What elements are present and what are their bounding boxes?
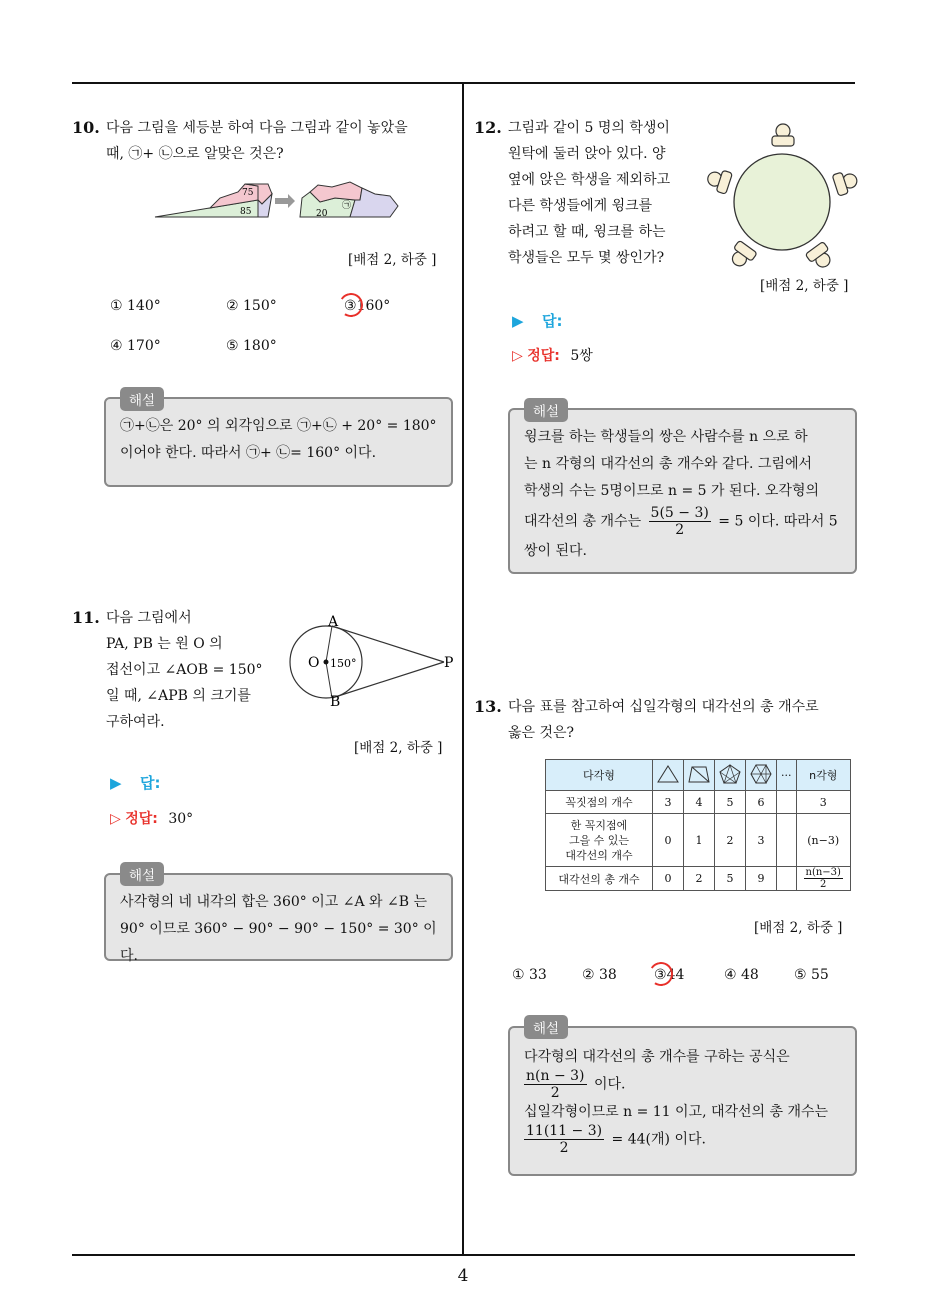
q12-exp-fraction: $\frac{5(5 - 3)}{2}$	[650, 505, 709, 538]
q11-correct-row	[110, 808, 193, 828]
q13-cell: 2	[684, 867, 715, 891]
q13-cell: 4	[684, 791, 715, 814]
q12-line5: 하려고 할 때, 윙크를 하는	[508, 224, 666, 240]
q13-cell: 5	[715, 867, 746, 891]
column-divider	[462, 84, 464, 1256]
q12-meta: [배점 2, 하중 ]	[760, 278, 849, 294]
q12-correct-label: 정답:	[527, 348, 560, 364]
q13-cell-formula: $\frac{n(n-3)}{2}$	[796, 867, 850, 891]
q13-cell: 2	[715, 814, 746, 867]
play-icon: ▶	[512, 312, 524, 330]
q13-choice-2[interactable]: ② 38	[582, 967, 617, 983]
bottom-rule	[72, 1254, 855, 1256]
q13-exp-line3: 십일각형이므로 n = 11 이고, 대각선의 총 개수는	[524, 1104, 829, 1120]
q10-label-75: 75	[242, 188, 254, 198]
q13-cell: 9	[746, 867, 777, 891]
q10-number: 10.	[72, 118, 100, 137]
q11-number: 11.	[72, 608, 100, 627]
q10-choice-3[interactable]: ③160°	[344, 298, 390, 314]
q13-exp-line1: 다각형의 대각선의 총 개수를 구하는 공식은	[524, 1049, 790, 1065]
quadrilateral-icon	[684, 760, 715, 791]
q13-cell: 3	[653, 791, 684, 814]
q11-line4: 일 때, ∠APB 의 크기를	[106, 688, 251, 704]
q13-text	[508, 694, 819, 746]
q10-choice-1[interactable]: ① 140°	[110, 298, 161, 314]
q13-choice-1[interactable]: ① 33	[512, 967, 547, 983]
q13-choice-4[interactable]: ④ 48	[724, 967, 759, 983]
q10-line1: 다음 그림을 세등분 하여 다음 그림과 같이 놓았을	[106, 120, 408, 136]
q13-exp-line2: $\frac{n(n - 3)}{2}$ 이다.	[526, 1068, 626, 1101]
q11-correct-value: 30°	[168, 811, 194, 827]
q10-explanation-tag: 해설	[120, 387, 164, 411]
q13-table	[545, 759, 851, 891]
q13-number: 13.	[474, 697, 502, 716]
correct-mark-icon	[647, 960, 675, 988]
q13-row3-label: 대각선의 총 개수	[546, 867, 653, 891]
q12-round-table-figure	[700, 120, 866, 275]
q12-line2: 원탁에 둘러 앉아 있다. 양	[508, 146, 666, 162]
play-icon: ▶	[110, 774, 122, 792]
q10-exp-line1: ㉠+㉡은 20° 의 외각임으로 ㉠+㉡ + 20° = 180°	[120, 418, 437, 434]
q10-choice-5[interactable]: ⑤ 180°	[226, 338, 277, 354]
q11-exp-line1: 사각형의 네 내각의 합은 360° 이고 ∠A 와 ∠B 는	[120, 894, 427, 910]
q13-row2-label: 한 꼭지점에 그을 수 있는 대각선의 개수	[546, 814, 653, 867]
q10-choice-4[interactable]: ④ 170°	[110, 338, 161, 354]
q12-exp-line1: 윙크를 하는 학생들의 쌍은 사람수를 n 으로 하	[524, 429, 808, 445]
q12-text	[508, 115, 670, 271]
q10-meta: [배점 2, 하중 ]	[348, 252, 437, 268]
q13-explanation-box	[508, 1026, 857, 1176]
q13-cell: 3	[796, 791, 850, 814]
q11-line2: PA, PB 는 원 O 의	[106, 636, 223, 652]
q11-label-O: O	[308, 655, 320, 671]
q11-line1: 다음 그림에서	[106, 610, 192, 626]
q13-cell	[777, 814, 797, 867]
q11-exp-line2: 90° 이므로 360° − 90° − 90° − 150° = 30° 이다.	[120, 921, 437, 964]
q13-cell: 3	[746, 814, 777, 867]
q13-choice-3[interactable]: ③44	[654, 967, 684, 983]
q11-line3: 접선이고 ∠AOB = 150°	[106, 662, 263, 678]
q10-exp-line2: 이어야 한다. 따라서 ㉠+ ㉡= 160° 이다.	[120, 445, 377, 461]
hexagon-icon	[746, 760, 777, 791]
q12-explanation-tag: 해설	[524, 398, 568, 422]
q12-correct-row	[512, 345, 593, 365]
q13-cell	[777, 867, 797, 891]
q10-figure	[150, 180, 410, 222]
q10-choice-2[interactable]: ② 150°	[226, 298, 277, 314]
q13-row1-label: 꼭짓점의 개수	[546, 791, 653, 814]
q11-explanation-tag: 해설	[120, 862, 164, 886]
q12-exp-line5: 쌍이 된다.	[524, 543, 587, 559]
q12-exp-line4: 대각선의 총 개수는 $\frac{5(5 - 3)}{2}$ = 5 이다. 따라서 5	[524, 505, 838, 538]
q13-table-col-header: 다각형	[546, 760, 653, 791]
q10-text	[106, 115, 408, 167]
q13-table-n-header: n각형	[796, 760, 850, 791]
q13-cell	[777, 791, 797, 814]
correct-mark-icon	[337, 291, 365, 319]
page-number: 4	[457, 1266, 469, 1286]
triangle-icon	[653, 760, 684, 791]
q13-cell: 0	[653, 814, 684, 867]
q13-cell: (n−3)	[796, 814, 850, 867]
q10-line2: 때, ㉠+ ㉡으로 알맞은 것은?	[106, 146, 284, 162]
q11-label-A: A	[328, 614, 339, 630]
q11-text	[106, 605, 263, 735]
triangle-right-icon: ▷	[512, 348, 523, 364]
q11-line5: 구하여라.	[106, 714, 165, 730]
q12-line3: 옆에 앉은 학생을 제외하고	[508, 172, 671, 188]
q12-number: 12.	[474, 118, 502, 137]
q12-exp-line2: 는 n 각형의 대각선의 총 개수와 같다. 그림에서	[524, 456, 813, 472]
q13-cell: 0	[653, 867, 684, 891]
q13-cell: 1	[684, 814, 715, 867]
q13-cell: 5	[715, 791, 746, 814]
q11-explanation-box	[104, 873, 453, 964]
q11-figure	[286, 610, 458, 710]
q11-label-P: P	[444, 655, 454, 671]
q13-choice-5[interactable]: ⑤ 55	[794, 967, 829, 983]
q12-exp-line3: 학생의 수는 5명이므로 n = 5 가 된다. 오각형의	[524, 483, 819, 499]
q13-line1: 다음 표를 참고하여 십일각형의 대각선의 총 개수로	[508, 699, 819, 715]
q11-correct-label: 정답:	[125, 811, 158, 827]
q11-label-B: B	[330, 694, 341, 710]
q10-label-85: 85	[240, 207, 252, 217]
q12-correct-value: 5쌍	[570, 348, 593, 364]
q13-exp-line4: $\frac{11(11 - 3)}{2}$ = 44(개) 이다.	[526, 1123, 706, 1156]
q13-cell: 6	[746, 791, 777, 814]
q13-meta: [배점 2, 하중 ]	[754, 920, 843, 936]
q12-line4: 다른 학생들에게 윙크를	[508, 198, 653, 214]
q12-line1: 그림과 같이 5 명의 학생이	[508, 120, 670, 136]
q11-meta: [배점 2, 하중 ]	[354, 740, 443, 756]
pentagon-icon	[715, 760, 746, 791]
q12-answer-row[interactable]	[512, 310, 563, 331]
q11-answer-label: 답:	[140, 774, 161, 792]
triangle-right-icon: ▷	[110, 811, 121, 827]
q12-line6: 학생들은 모두 몇 쌍인가?	[508, 250, 665, 266]
q10-label-giyeok: ㉠	[342, 201, 352, 211]
q13-explanation-tag: 해설	[524, 1015, 568, 1039]
q11-answer-row[interactable]	[110, 772, 161, 793]
q12-explanation-box	[508, 408, 857, 574]
q13-line2: 옳은 것은?	[508, 725, 575, 741]
q12-answer-label: 답:	[542, 312, 563, 330]
q10-label-20: 20	[316, 209, 328, 219]
q11-label-150: 150°	[330, 657, 357, 670]
q13-table-dots: ···	[777, 760, 797, 791]
